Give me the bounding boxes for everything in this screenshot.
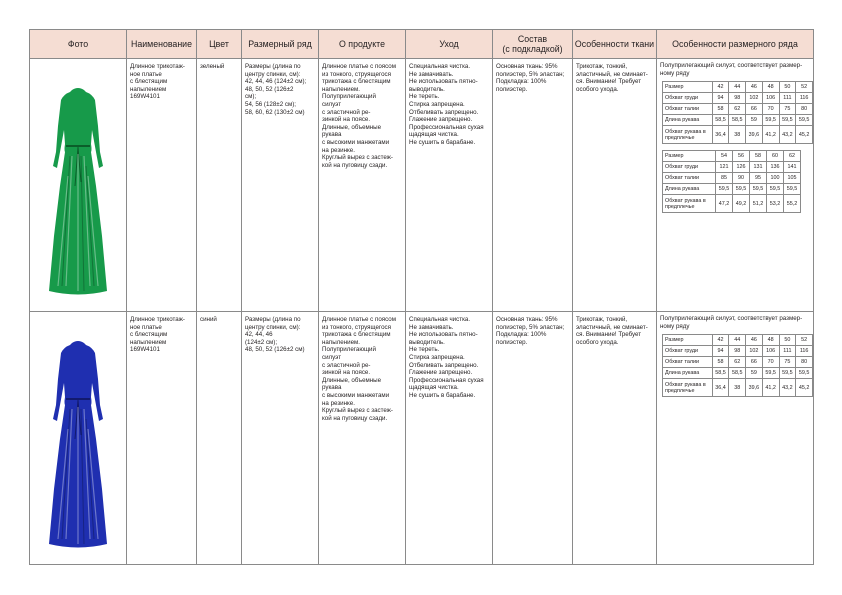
size-table-cell: 59,5	[779, 368, 796, 379]
composition-cell	[493, 59, 573, 312]
size-table-cell: 45,2	[796, 379, 813, 397]
size-table-label: Обхват груди	[663, 346, 713, 357]
size-table-cell: 116	[796, 93, 813, 104]
size-table-cell: 75	[779, 357, 796, 368]
product-care: Специальная чистка. Не замачивать. Не использовать пятно- выводитель. Не тереть. Стирка запрещена. Отбеливать запрещено. Глажение запрещено. Профессиональная сухая щадящая чистка. Не сушить в барабане.	[409, 316, 484, 399]
size-table-cell: 136	[767, 162, 784, 173]
size-table-label: Обхват талии	[663, 173, 716, 184]
size-table-label: Обхват рукава в предплечье	[663, 126, 713, 144]
header-care: Уход	[406, 30, 493, 59]
size-table-cell: 102	[746, 346, 763, 357]
size-table-row	[663, 173, 801, 184]
size-table-cell: 70	[762, 357, 779, 368]
size-table-cell: 41,2	[762, 126, 779, 144]
size-table-cell: 102	[746, 93, 763, 104]
size-table-cell: 59	[746, 368, 763, 379]
size-range-cell	[242, 59, 319, 312]
size-table-cell: 59	[746, 115, 763, 126]
fabric-cell	[573, 59, 657, 312]
size-table-cell: 100	[767, 173, 784, 184]
size-table-row	[663, 195, 801, 213]
product-about: Длинное платье с поясом из тонкого, струящегося трикотажа с блестящим напылением. Полуприлегающий силуэт с эластичной ре- зинкой на поясе. Длинные, объемные рукава с высокими манжетами на резинке. Круглый вырез с застеж- кой на пуговицу сзади.	[322, 316, 396, 422]
size-table-cell: 38	[729, 379, 746, 397]
size-table-row	[663, 82, 813, 93]
header-about: О продукте	[319, 30, 406, 59]
fit-note: Полуприлегающий силуэт, соответствует размер- ному ряду	[660, 315, 803, 330]
size-table-label: Обхват рукава в предплечье	[663, 195, 716, 213]
header-row	[30, 30, 814, 59]
size-table-cell: 59,5	[716, 184, 733, 195]
size-table-row	[663, 151, 801, 162]
size-table-cell: 36,4	[712, 126, 729, 144]
product-name: Длинное трикотаж- ное платье с блестящим напылением 169W4101	[130, 63, 185, 101]
size-table-label: Длина рукава	[663, 115, 713, 126]
size-table-cell: 98	[729, 346, 746, 357]
size-table-cell: 48	[762, 82, 779, 93]
size-table-cell: 58,5	[712, 115, 729, 126]
size-table-cell: 131	[750, 162, 767, 173]
green-dress-image	[48, 86, 108, 301]
size-table-row	[663, 379, 813, 397]
size-table-cell: 106	[762, 93, 779, 104]
size-table-label: Размер	[663, 151, 716, 162]
product-composition: Основная ткань: 95% полиэстер, 5% эластан; Подкладка: 100% полиэстер.	[496, 63, 565, 93]
size-table-cell: 80	[796, 104, 813, 115]
size-table-cell: 62	[784, 151, 801, 162]
size-table-cell: 62	[729, 104, 746, 115]
size-table-cell: 85	[716, 173, 733, 184]
size-table-cell: 59,5	[784, 184, 801, 195]
header-color: Цвет	[197, 30, 242, 59]
product-row	[30, 312, 814, 565]
size-table-cell: 47,2	[716, 195, 733, 213]
size-tables	[657, 81, 813, 213]
header-fit: Особенности размерного ряда	[657, 30, 814, 59]
product-name: Длинное трикотаж- ное платье с блестящим напылением 169W4101	[130, 316, 185, 354]
size-table-cell: 46	[746, 82, 763, 93]
size-table	[662, 150, 801, 213]
size-table-row	[663, 357, 813, 368]
size-table-cell: 62	[729, 357, 746, 368]
size-range-cell	[242, 312, 319, 565]
size-table-cell: 94	[712, 346, 729, 357]
about-cell	[319, 59, 406, 312]
size-table-row	[663, 104, 813, 115]
photo-cell	[30, 312, 127, 565]
size-table-cell: 75	[779, 104, 796, 115]
size-table-row	[663, 115, 813, 126]
size-table-cell: 80	[796, 357, 813, 368]
header-photo: Фото	[30, 30, 127, 59]
size-table-label: Длина рукава	[663, 368, 713, 379]
size-table-cell: 59,5	[750, 184, 767, 195]
size-table-cell: 116	[796, 346, 813, 357]
size-table-cell: 55,2	[784, 195, 801, 213]
size-table-cell: 59,5	[762, 368, 779, 379]
size-table-cell: 46	[746, 335, 763, 346]
product-fabric: Трикотаж, тонкий, эластичный, не сминает- ся. Внимание! Требует особого ухода.	[576, 316, 648, 346]
size-table-label: Обхват рукава в предплечье	[663, 379, 713, 397]
size-table-cell: 42	[712, 82, 729, 93]
size-table-cell: 38	[729, 126, 746, 144]
size-table-cell: 39,6	[746, 126, 763, 144]
size-table-label: Размер	[663, 82, 713, 93]
size-table-cell: 70	[762, 104, 779, 115]
size-table-row	[663, 184, 801, 195]
size-table-cell: 39,6	[746, 379, 763, 397]
blue-dress-image	[48, 339, 108, 554]
size-table-cell: 141	[784, 162, 801, 173]
size-table-cell: 41,2	[762, 379, 779, 397]
care-cell	[406, 312, 493, 565]
size-table-cell: 49,2	[733, 195, 750, 213]
size-table-cell: 95	[750, 173, 767, 184]
product-color: синий	[200, 316, 217, 323]
size-table	[662, 81, 813, 144]
care-cell	[406, 59, 493, 312]
size-table-cell: 36,4	[712, 379, 729, 397]
product-fabric: Трикотаж, тонкий, эластичный, не сминает- ся. Внимание! Требует особого ухода.	[576, 63, 648, 93]
product-care: Специальная чистка. Не замачивать. Не использовать пятно- выводитель. Не тереть. Стирка запрещена. Отбеливать запрещено. Глажение запрещено. Профессиональная сухая щадящая чистка. Не сушить в барабане.	[409, 63, 484, 146]
size-table	[662, 334, 813, 397]
product-photo	[30, 312, 126, 564]
color-cell	[197, 59, 242, 312]
size-table-cell: 111	[779, 346, 796, 357]
size-table-cell: 126	[733, 162, 750, 173]
size-table-row	[663, 368, 813, 379]
fit-note: Полуприлегающий силуэт, соответствует размер- ному ряду	[660, 62, 803, 77]
size-table-cell: 58	[750, 151, 767, 162]
size-table-cell: 60	[767, 151, 784, 162]
header-composition: Состав (с подкладкой)	[493, 30, 573, 59]
product-catalog-table	[29, 29, 814, 565]
size-table-cell: 52	[796, 335, 813, 346]
size-table-cell: 111	[779, 93, 796, 104]
size-table-cell: 59,5	[796, 115, 813, 126]
size-table-row	[663, 126, 813, 144]
size-table-cell: 54	[716, 151, 733, 162]
size-table-cell: 58	[712, 104, 729, 115]
size-table-cell: 42	[712, 335, 729, 346]
fit-cell	[657, 59, 814, 312]
header-fabric: Особенности ткани	[573, 30, 657, 59]
product-row	[30, 59, 814, 312]
size-table-cell: 121	[716, 162, 733, 173]
size-table-cell: 50	[779, 82, 796, 93]
size-table-cell: 94	[712, 93, 729, 104]
size-table-cell: 106	[762, 346, 779, 357]
size-tables	[657, 334, 813, 397]
size-table-cell: 51,2	[750, 195, 767, 213]
color-cell	[197, 312, 242, 565]
name-cell	[127, 312, 197, 565]
size-table-label: Размер	[663, 335, 713, 346]
size-table-label: Обхват талии	[663, 104, 713, 115]
size-table-cell: 43,2	[779, 379, 796, 397]
size-table-cell: 90	[733, 173, 750, 184]
size-table-cell: 44	[729, 335, 746, 346]
size-table-cell: 50	[779, 335, 796, 346]
size-table-cell: 58,5	[729, 368, 746, 379]
size-table-label: Обхват груди	[663, 162, 716, 173]
size-table-cell: 105	[784, 173, 801, 184]
size-table-cell: 52	[796, 82, 813, 93]
size-table-cell: 58,5	[712, 368, 729, 379]
size-table-row	[663, 93, 813, 104]
product-color: зеленый	[200, 63, 225, 70]
fit-cell	[657, 312, 814, 565]
product-photo	[30, 59, 126, 311]
size-table-cell: 59,5	[762, 115, 779, 126]
size-table-cell: 66	[746, 357, 763, 368]
header-name: Наименование	[127, 30, 197, 59]
size-table-cell: 45,2	[796, 126, 813, 144]
size-table-row	[663, 346, 813, 357]
size-table-row	[663, 162, 801, 173]
product-size-range: Размеры (длина по центру спинки, см): 42, 44, 46 (124±2 см); 48, 50, 52 (126±2 см)	[245, 316, 305, 354]
size-table-cell: 98	[729, 93, 746, 104]
size-table-label: Обхват талии	[663, 357, 713, 368]
size-table-cell: 59,5	[767, 184, 784, 195]
size-table-label: Обхват груди	[663, 93, 713, 104]
product-composition: Основная ткань: 95% полиэстер, 5% эластан; Подкладка: 100% полиэстер.	[496, 316, 565, 346]
composition-cell	[493, 312, 573, 565]
size-table-cell: 56	[733, 151, 750, 162]
size-table-cell: 48	[762, 335, 779, 346]
size-table-cell: 66	[746, 104, 763, 115]
size-table-cell: 58,5	[729, 115, 746, 126]
size-table-row	[663, 335, 813, 346]
size-table-cell: 58	[712, 357, 729, 368]
name-cell	[127, 59, 197, 312]
size-table-label: Длина рукава	[663, 184, 716, 195]
product-about: Длинное платье с поясом из тонкого, струящегося трикотажа с блестящим напылением. Полуприлегающий силуэт с эластичной ре- зинкой на поясе. Длинные, объемные рукава с высокими манжетами на резинке. Круглый вырез с застеж- кой на пуговицу сзади.	[322, 63, 396, 169]
size-table-cell: 44	[729, 82, 746, 93]
size-table-cell: 59,5	[779, 115, 796, 126]
fabric-cell	[573, 312, 657, 565]
size-table-cell: 59,5	[796, 368, 813, 379]
product-size-range: Размеры (длина по центру спинки, см): 42, 44, 46 (124±2 см); 48, 50, 52 (126±2 см); 54, 56 (128±2 см); 58, 60, 62 (130±2 см)	[245, 63, 307, 116]
size-table-cell: 53,2	[767, 195, 784, 213]
size-table-cell: 59,5	[733, 184, 750, 195]
header-size-range: Размерный ряд	[242, 30, 319, 59]
photo-cell	[30, 59, 127, 312]
size-table-cell: 43,2	[779, 126, 796, 144]
about-cell	[319, 312, 406, 565]
